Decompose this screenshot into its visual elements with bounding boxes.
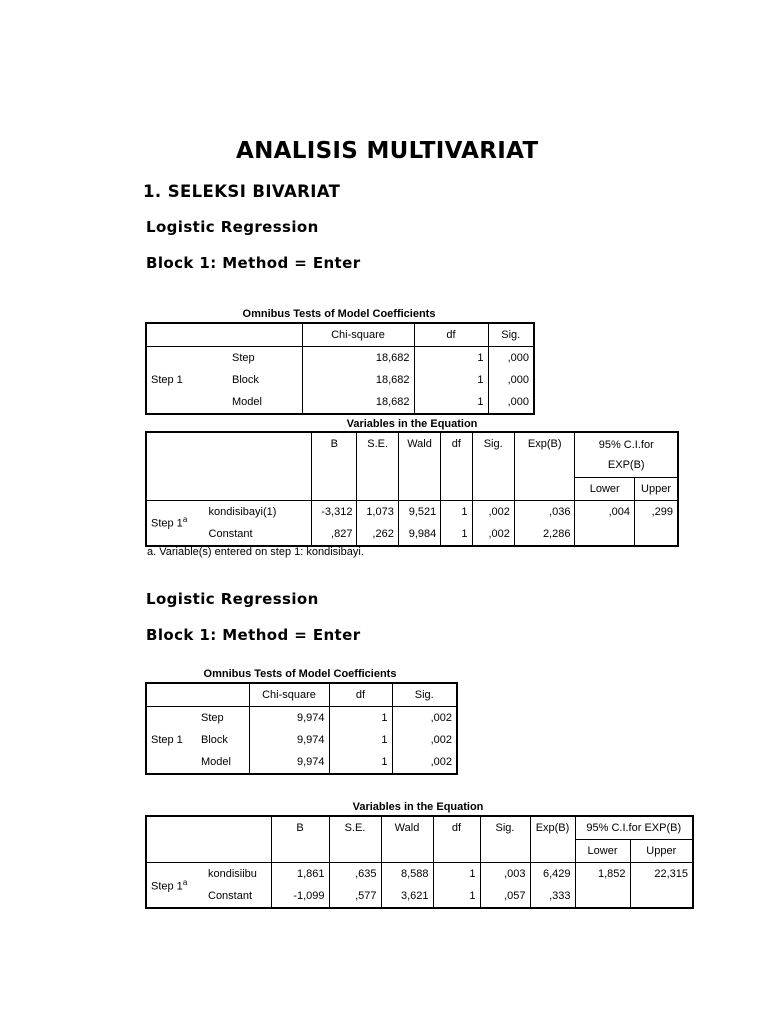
table-cell: ,333 xyxy=(530,885,575,908)
column-header: S.E. xyxy=(329,816,381,840)
ci-upper-header: Upper xyxy=(630,840,693,863)
page-title: ANALISIS MULTIVARIAT xyxy=(236,138,539,164)
section-heading: 1. SELEKSI BIVARIAT xyxy=(143,182,341,201)
column-header: Sig. xyxy=(480,816,530,840)
ci-upper-header: Upper xyxy=(635,477,678,500)
row-label: Step xyxy=(197,707,249,730)
table-cell: 1,073 xyxy=(357,500,398,523)
column-header: Wald xyxy=(381,816,433,840)
table-cell: 22,315 xyxy=(630,863,693,886)
step-label: Step 1$^a$ xyxy=(146,863,204,909)
table-cell: -3,312 xyxy=(312,500,357,523)
table-row xyxy=(146,347,534,370)
table-cell xyxy=(575,885,630,908)
omnibus2-caption: Omnibus Tests of Model Coefficients xyxy=(203,668,397,680)
table-cell: ,000 xyxy=(488,347,534,370)
table-cell: 18,682 xyxy=(302,369,414,391)
row-label: Step xyxy=(228,347,302,370)
table-cell: 9,974 xyxy=(249,729,329,751)
block2-method: Block 1: Method = Enter xyxy=(146,626,361,644)
table-cell: 1 xyxy=(414,369,488,391)
table-cell: 1 xyxy=(433,885,480,908)
table-cell xyxy=(630,885,693,908)
table-cell: ,000 xyxy=(488,391,534,414)
ci-lower-header: Lower xyxy=(575,477,635,500)
column-header: S.E. xyxy=(357,432,398,455)
table-row xyxy=(146,500,678,523)
column-header: Wald xyxy=(398,432,440,455)
table-row xyxy=(146,885,693,908)
table-cell: ,002 xyxy=(392,707,457,730)
ci-header: 95% C.I.for EXP(B) xyxy=(575,432,678,477)
omnibus2-table xyxy=(145,682,458,775)
omnibus1-table xyxy=(145,322,535,415)
table-cell: 1 xyxy=(414,347,488,370)
table-cell: ,057 xyxy=(480,885,530,908)
table-cell: -1,099 xyxy=(271,885,329,908)
table-cell: 1 xyxy=(329,729,392,751)
block1-heading: Logistic Regression xyxy=(146,218,319,236)
table-cell: ,577 xyxy=(329,885,381,908)
table-cell: ,827 xyxy=(312,523,357,546)
table-cell: 1 xyxy=(433,863,480,886)
block2-heading: Logistic Regression xyxy=(146,590,319,608)
table-cell: 1 xyxy=(329,751,392,774)
table-row xyxy=(146,707,457,730)
table-row xyxy=(146,523,678,546)
table-cell: 1,861 xyxy=(271,863,329,886)
table-header-row xyxy=(146,683,457,707)
column-header: B xyxy=(312,432,357,455)
row-label: Model xyxy=(228,391,302,414)
table-cell: 3,621 xyxy=(381,885,433,908)
table-header-row xyxy=(146,323,534,347)
table-cell: 2,286 xyxy=(514,523,575,546)
table-cell xyxy=(635,523,678,546)
variables2-caption: Variables in the Equation xyxy=(352,801,484,813)
variables2-table xyxy=(145,815,694,909)
row-label: kondisiibu xyxy=(204,863,271,886)
row-label: Block xyxy=(197,729,249,751)
table-cell: ,002 xyxy=(392,729,457,751)
table-cell: 9,984 xyxy=(398,523,440,546)
step-label: Step 1 xyxy=(146,707,197,775)
ci-header: 95% C.I.for EXP(B) xyxy=(575,816,693,840)
step-label: Step 1$^a$ xyxy=(146,500,205,546)
table-cell: 9,974 xyxy=(249,751,329,774)
column-header: Exp(B) xyxy=(530,816,575,840)
column-header: Chi-square xyxy=(249,683,329,707)
row-label: Model xyxy=(197,751,249,774)
table-cell: 18,682 xyxy=(302,391,414,414)
table-cell: 9,974 xyxy=(249,707,329,730)
column-header: df xyxy=(441,432,472,455)
block1-method: Block 1: Method = Enter xyxy=(146,254,361,272)
step-label: Step 1 xyxy=(146,347,228,415)
table-cell: ,299 xyxy=(635,500,678,523)
column-header: df xyxy=(329,683,392,707)
column-header: Sig. xyxy=(488,323,534,347)
variables1-table xyxy=(145,431,679,547)
table-cell: 1 xyxy=(414,391,488,414)
omnibus1-caption: Omnibus Tests of Model Coefficients xyxy=(242,308,436,320)
table-cell: ,002 xyxy=(472,523,514,546)
table-row xyxy=(146,863,693,886)
table-header-row xyxy=(146,816,693,840)
table-cell: ,635 xyxy=(329,863,381,886)
variables1-caption: Variables in the Equation xyxy=(346,418,478,430)
table-cell: ,003 xyxy=(480,863,530,886)
table-cell: 1 xyxy=(329,707,392,730)
footnote: a. Variable(s) entered on step 1: kondisibayi. xyxy=(147,546,364,558)
column-header: Sig. xyxy=(392,683,457,707)
column-header: Exp(B) xyxy=(514,432,575,455)
table-cell: ,036 xyxy=(514,500,575,523)
table-cell xyxy=(575,523,635,546)
table-cell: 18,682 xyxy=(302,347,414,370)
table-cell: ,002 xyxy=(392,751,457,774)
column-header: df xyxy=(433,816,480,840)
table-cell: ,000 xyxy=(488,369,534,391)
column-header: df xyxy=(414,323,488,347)
column-header: Chi-square xyxy=(302,323,414,347)
table-cell: 6,429 xyxy=(530,863,575,886)
ci-lower-header: Lower xyxy=(575,840,630,863)
table-cell: ,262 xyxy=(357,523,398,546)
row-label: Block xyxy=(228,369,302,391)
row-label: Constant xyxy=(204,885,271,908)
table-cell: 8,588 xyxy=(381,863,433,886)
table-cell: ,002 xyxy=(472,500,514,523)
row-label: Constant xyxy=(205,523,312,546)
table-cell: 1 xyxy=(441,523,472,546)
table-header-row xyxy=(146,432,678,455)
column-header: Sig. xyxy=(472,432,514,455)
row-label: kondisibayi(1) xyxy=(205,500,312,523)
table-cell: 1,852 xyxy=(575,863,630,886)
column-header: B xyxy=(271,816,329,840)
table-cell: ,004 xyxy=(575,500,635,523)
table-cell: 1 xyxy=(441,500,472,523)
table-cell: 9,521 xyxy=(398,500,440,523)
